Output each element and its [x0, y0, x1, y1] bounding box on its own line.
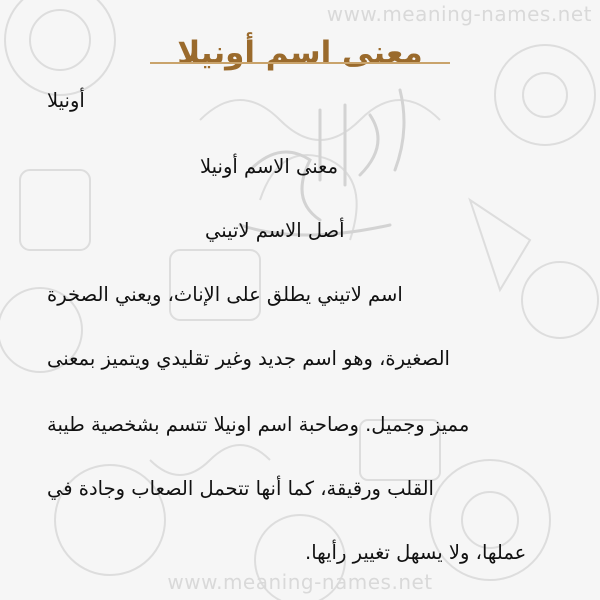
text-line-body-5: عملها، ولا يسهل تغيير رأيها.	[305, 541, 527, 564]
watermark-bottom: www.meaning-names.net	[167, 570, 433, 594]
title-underline	[150, 62, 450, 64]
watermark-top: www.meaning-names.net	[326, 2, 592, 26]
text-line-body-2: الصغيرة، وهو اسم جديد وغير تقليدي ويتميز بمعنى	[47, 347, 450, 370]
page-title: معنى اسم أونيلا	[177, 34, 423, 71]
text-line-name: أونيلا	[47, 89, 85, 112]
text-line-body-3: مميز وجميل. وصاحبة اسم اونيلا تتسم بشخصية طيبة	[47, 413, 470, 436]
text-line-origin: أصل الاسم لاتيني	[205, 219, 345, 242]
text-line-meaning-heading: معنى الاسم أونيلا	[200, 155, 339, 178]
text-line-body-1: اسم لاتيني يطلق على الإناث، ويعني الصخرة	[47, 283, 403, 306]
text-line-body-4: القلب ورقيقة، كما أنها تتحمل الصعاب وجادة في	[47, 477, 434, 500]
